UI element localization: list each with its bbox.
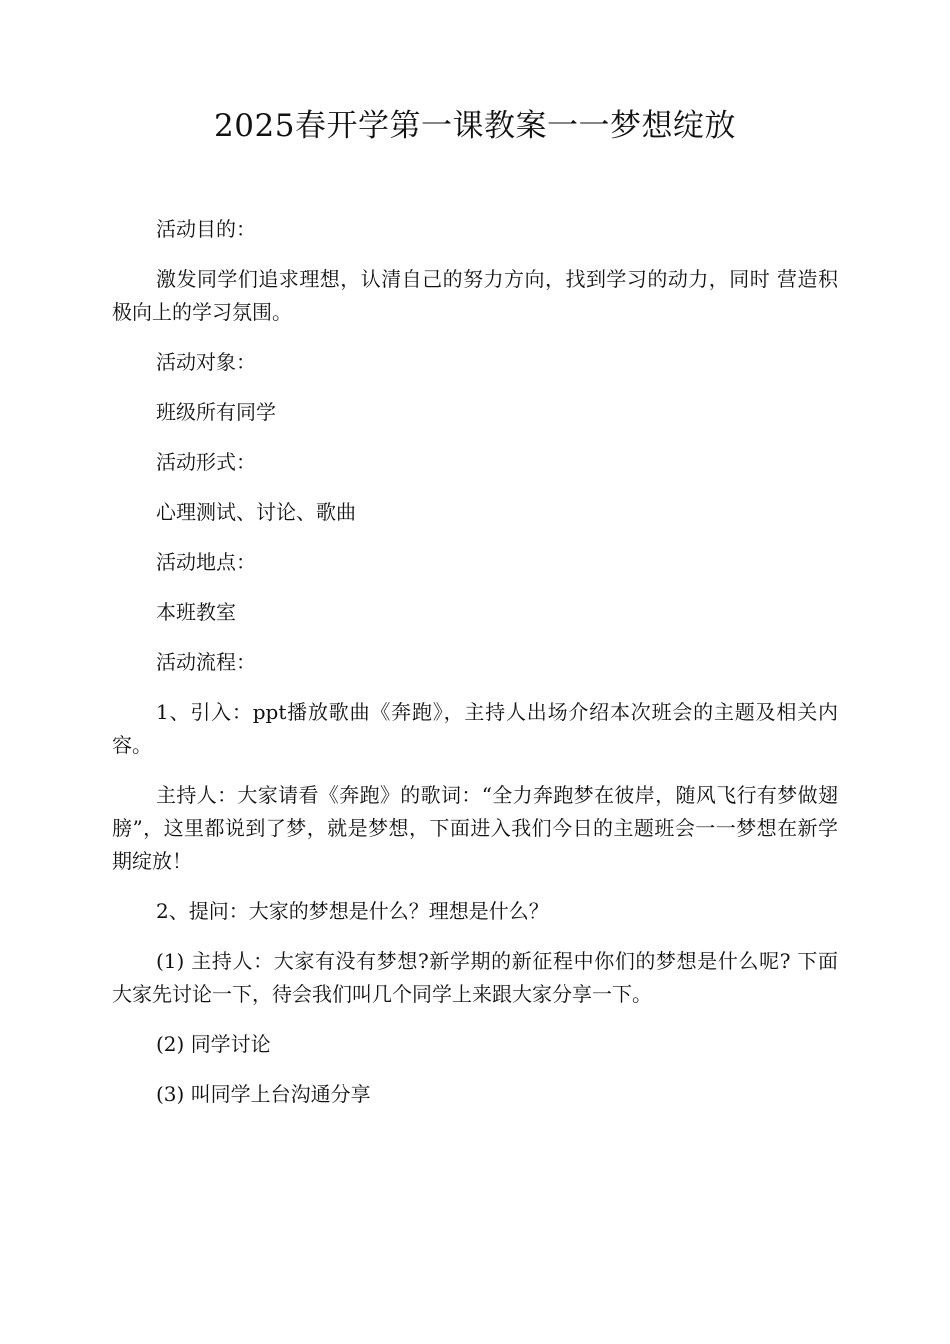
paragraph-substep-2: (2) 同学讨论	[156, 1032, 271, 1056]
paragraph-activity-location: 本班教室	[156, 600, 236, 624]
paragraph-activity-target-heading: 活动对象：	[156, 350, 256, 374]
paragraph-activity-location-heading: 活动地点：	[156, 550, 256, 574]
paragraph-step-2-question: 2、提问：大家的梦想是什么？理想是什么？	[156, 899, 549, 923]
paragraph-substep-3: (3) 叫同学上台沟通分享	[156, 1082, 371, 1106]
paragraph-activity-form-heading: 活动形式：	[156, 450, 256, 474]
document-title: 2025春开学第一课教案一一梦想绽放	[214, 108, 736, 144]
paragraph-substep-1: (1) 主持人：大家有没有梦想?新学期的新征程中你们的梦想是什么呢? 下面大家先讨论一下，待会我们叫几个同学上来跟大家分享一下。	[112, 949, 838, 1006]
paragraph-activity-target: 班级所有同学	[156, 400, 276, 424]
paragraph-step-1-intro: 1、引入：ppt播放歌曲《奔跑》，主持人出场介绍本次班会的主题及相关内容。	[112, 700, 838, 757]
document-body	[112, 213, 838, 1128]
paragraph-host-speech: 主持人：大家请看《奔跑》的歌词：“全力奔跑梦在彼岸，随风飞行有梦做翅膀”，这里都说到了梦，就是梦想，下面进入我们今日的主题班会一一梦想在新学期绽放！	[112, 783, 838, 873]
paragraph-activity-process-heading: 活动流程：	[156, 650, 256, 674]
paragraph-activity-form: 心理测试、讨论、歌曲	[156, 500, 356, 524]
paragraph-activity-purpose: 激发同学们追求理想，认清自己的努力方向，找到学习的动力，同时 营造积极向上的学习氛围。	[112, 267, 838, 324]
paragraph-activity-purpose-heading: 活动目的：	[156, 217, 256, 241]
